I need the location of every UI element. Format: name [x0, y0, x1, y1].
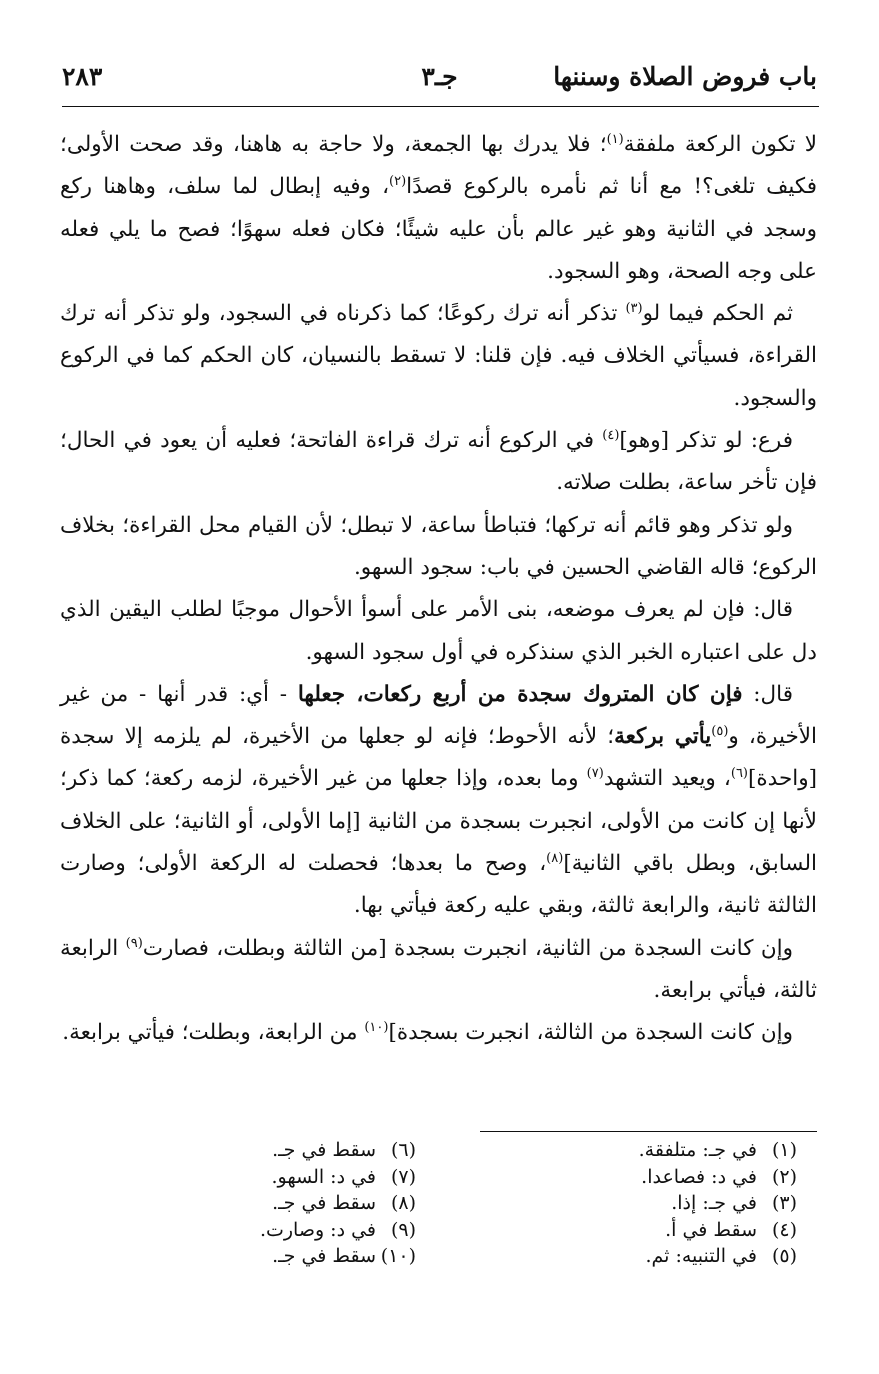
text-run: - أي: قدر أنها - من غير الأخيرة، و — [60, 681, 818, 750]
paragraph — [60, 674, 817, 928]
footnote-number: (١٠) — [380, 1245, 416, 1267]
text-run: وإن كانت السجدة من الثالثة، انجبرت بسجدة] — [388, 1020, 793, 1046]
footnote-text: في د: وصارت. — [259, 1218, 376, 1241]
footnote — [477, 1137, 797, 1164]
footnote-marker: (٥) — [711, 724, 729, 739]
footnote — [477, 1164, 797, 1191]
footnote-marker: (٣) — [625, 301, 643, 317]
footnote-marker: (١) — [606, 131, 624, 147]
footnote-text: في التنبيه: ثم. — [645, 1245, 757, 1267]
bold-text: فإن كان المتروك سجدة من أربع ركعات، جعلها — [297, 681, 743, 707]
footnote-text: سقط في جـ. — [272, 1139, 376, 1161]
footnote-marker: (٦) — [730, 766, 748, 782]
footnote-marker: (٩) — [125, 935, 143, 951]
text-run: وإن كانت السجدة من الثانية، انجبرت بسجدة [من الثالثة وبطلت، فصارت — [142, 935, 794, 961]
text-run: قال: — [742, 681, 794, 707]
footnote — [96, 1243, 416, 1270]
footnote-rule — [480, 1131, 817, 1132]
footnote-text: في د: فصاعدا. — [641, 1165, 757, 1188]
text-run: من الرابعة، وبطلت؛ فيأتي برابعة. — [62, 1020, 365, 1046]
footnotes-column-right — [477, 1137, 797, 1270]
footnotes-column-left — [96, 1137, 416, 1270]
footnote-text: في جـ: إذا. — [671, 1192, 757, 1214]
footnote-number: (٥) — [771, 1245, 797, 1267]
chapter-title: باب فروض الصلاة وسننها — [553, 62, 817, 91]
paragraph — [60, 1012, 817, 1054]
footnote-number: (٤) — [771, 1218, 797, 1241]
header-rule — [62, 106, 819, 107]
footnote — [477, 1217, 797, 1244]
footnote-number: (٣) — [771, 1192, 797, 1214]
paragraph — [60, 505, 817, 590]
text-run: فرع: لو تذكر [وهو] — [619, 428, 793, 454]
volume-label: جـ٣ — [421, 62, 458, 91]
footnote-number: (٦) — [390, 1139, 416, 1161]
footnote — [96, 1137, 416, 1164]
footnote-text: سقط في جـ. — [272, 1192, 376, 1214]
footnote-marker: (٤) — [602, 427, 620, 443]
text-run: قال: فإن لم يعرف موضعه، بنى الأمر على أسوأ الأحوال موجبًا لطلب اليقين الذي دل على اعتباره الخبر الذي سنذكره في أول سجود السهو. — [60, 597, 817, 665]
footnote — [96, 1217, 416, 1244]
footnote-text: سقط في أ. — [665, 1218, 757, 1241]
text-run: ، وفيه إبطال لما سلف، وهاهنا ركع وسجد في الثانية وهو غير عالم بأن عليه شيئًا؛ فكان فعله سهوًا؛ فصح ما يلي فعله على وجه الصحة، وهو السجود. — [60, 174, 817, 284]
footnote-text: في د: السهو. — [271, 1165, 376, 1188]
text-run: ، ويعيد التشهد — [603, 766, 731, 792]
page-number: ٢٨٣ — [62, 62, 103, 91]
text-run: ، وصح ما بعدها؛ فحصلت له الركعة الأولى؛ وصارت الثالثة ثانية، والرابعة ثالثة، وبقي عليه ركعة فيأتي بها. — [60, 851, 817, 919]
paragraph — [60, 293, 817, 420]
main-text — [60, 124, 817, 1055]
paragraph — [60, 928, 817, 1013]
paragraph — [60, 589, 817, 674]
footnote-number: (٩) — [390, 1218, 416, 1241]
bold-text: يأتي بركعة — [614, 724, 712, 750]
footnote-number: (١) — [771, 1139, 797, 1161]
footnote — [477, 1190, 797, 1217]
footnote — [96, 1164, 416, 1191]
footnote-number: (٧) — [390, 1165, 416, 1188]
footnote-marker: (١٠) — [364, 1020, 389, 1036]
footnote-marker: (٧) — [586, 766, 604, 782]
footnote — [96, 1190, 416, 1217]
text-run: ؛ لأنه الأحوط؛ فإنه لو جعلها من الأخيرة، لم يلزمه إلا سجدة [واحدة] — [60, 724, 817, 792]
text-run: ولو تذكر وهو قائم أنه تركها؛ فتباطأ ساعة، لا تبطل؛ لأن القيام محل القراءة؛ بخلاف الركوع؛ قاله القاضي الحسين في باب: سجود السهو. — [60, 512, 817, 580]
paragraph — [60, 124, 817, 293]
footnote-text: في جـ: متلفقة. — [638, 1139, 757, 1161]
text-run: لا تكون الركعة ملفقة — [623, 132, 817, 157]
footnote-number: (٨) — [390, 1192, 416, 1214]
running-header — [62, 58, 817, 102]
text-run: الرابعة ثالثة، فيأتي برابعة. — [60, 935, 817, 1003]
text-run: تذكر أنه ترك ركوعًا؛ كما ذكرناه في السجود، ولو تذكر أنه ترك القراءة، فسيأتي الخلاف فيه. فإن قلنا: لا تسقط بالنسيان، كان الحكم كما في الركوع والسجود. — [60, 301, 817, 411]
footnote-text: سقط في جـ. — [272, 1245, 376, 1267]
footnote — [477, 1243, 797, 1270]
footnote-marker: (٨) — [546, 850, 564, 866]
text-run: وما بعده، وإذا جعلها من غير الأخيرة، لزمه ركعة؛ كما ذكر؛ لأنها إن كانت من الأولى، انجبرت بسجدة من الثانية [إما الأولى، أو الثانية؛ على الخلاف السابق، وبطل باقي الثانية] — [60, 766, 817, 877]
paragraph — [60, 420, 817, 505]
text-run: في الركوع أنه ترك قراءة الفاتحة؛ فعليه أن يعود في الحال؛ فإن تأخر ساعة، بطلت صلاته. — [60, 428, 817, 496]
footnote-marker: (٢) — [389, 174, 407, 190]
text-run: ؛ فلا يدرك بها الجمعة، ولا حاجة به هاهنا، وقد صحت الأولى؛ فكيف تلغى؟! مع أنا ثم نأمره بالركوع قصدًا — [60, 132, 818, 200]
text-run: ثم الحكم فيما لو — [642, 301, 793, 327]
footnote-number: (٢) — [771, 1165, 797, 1188]
